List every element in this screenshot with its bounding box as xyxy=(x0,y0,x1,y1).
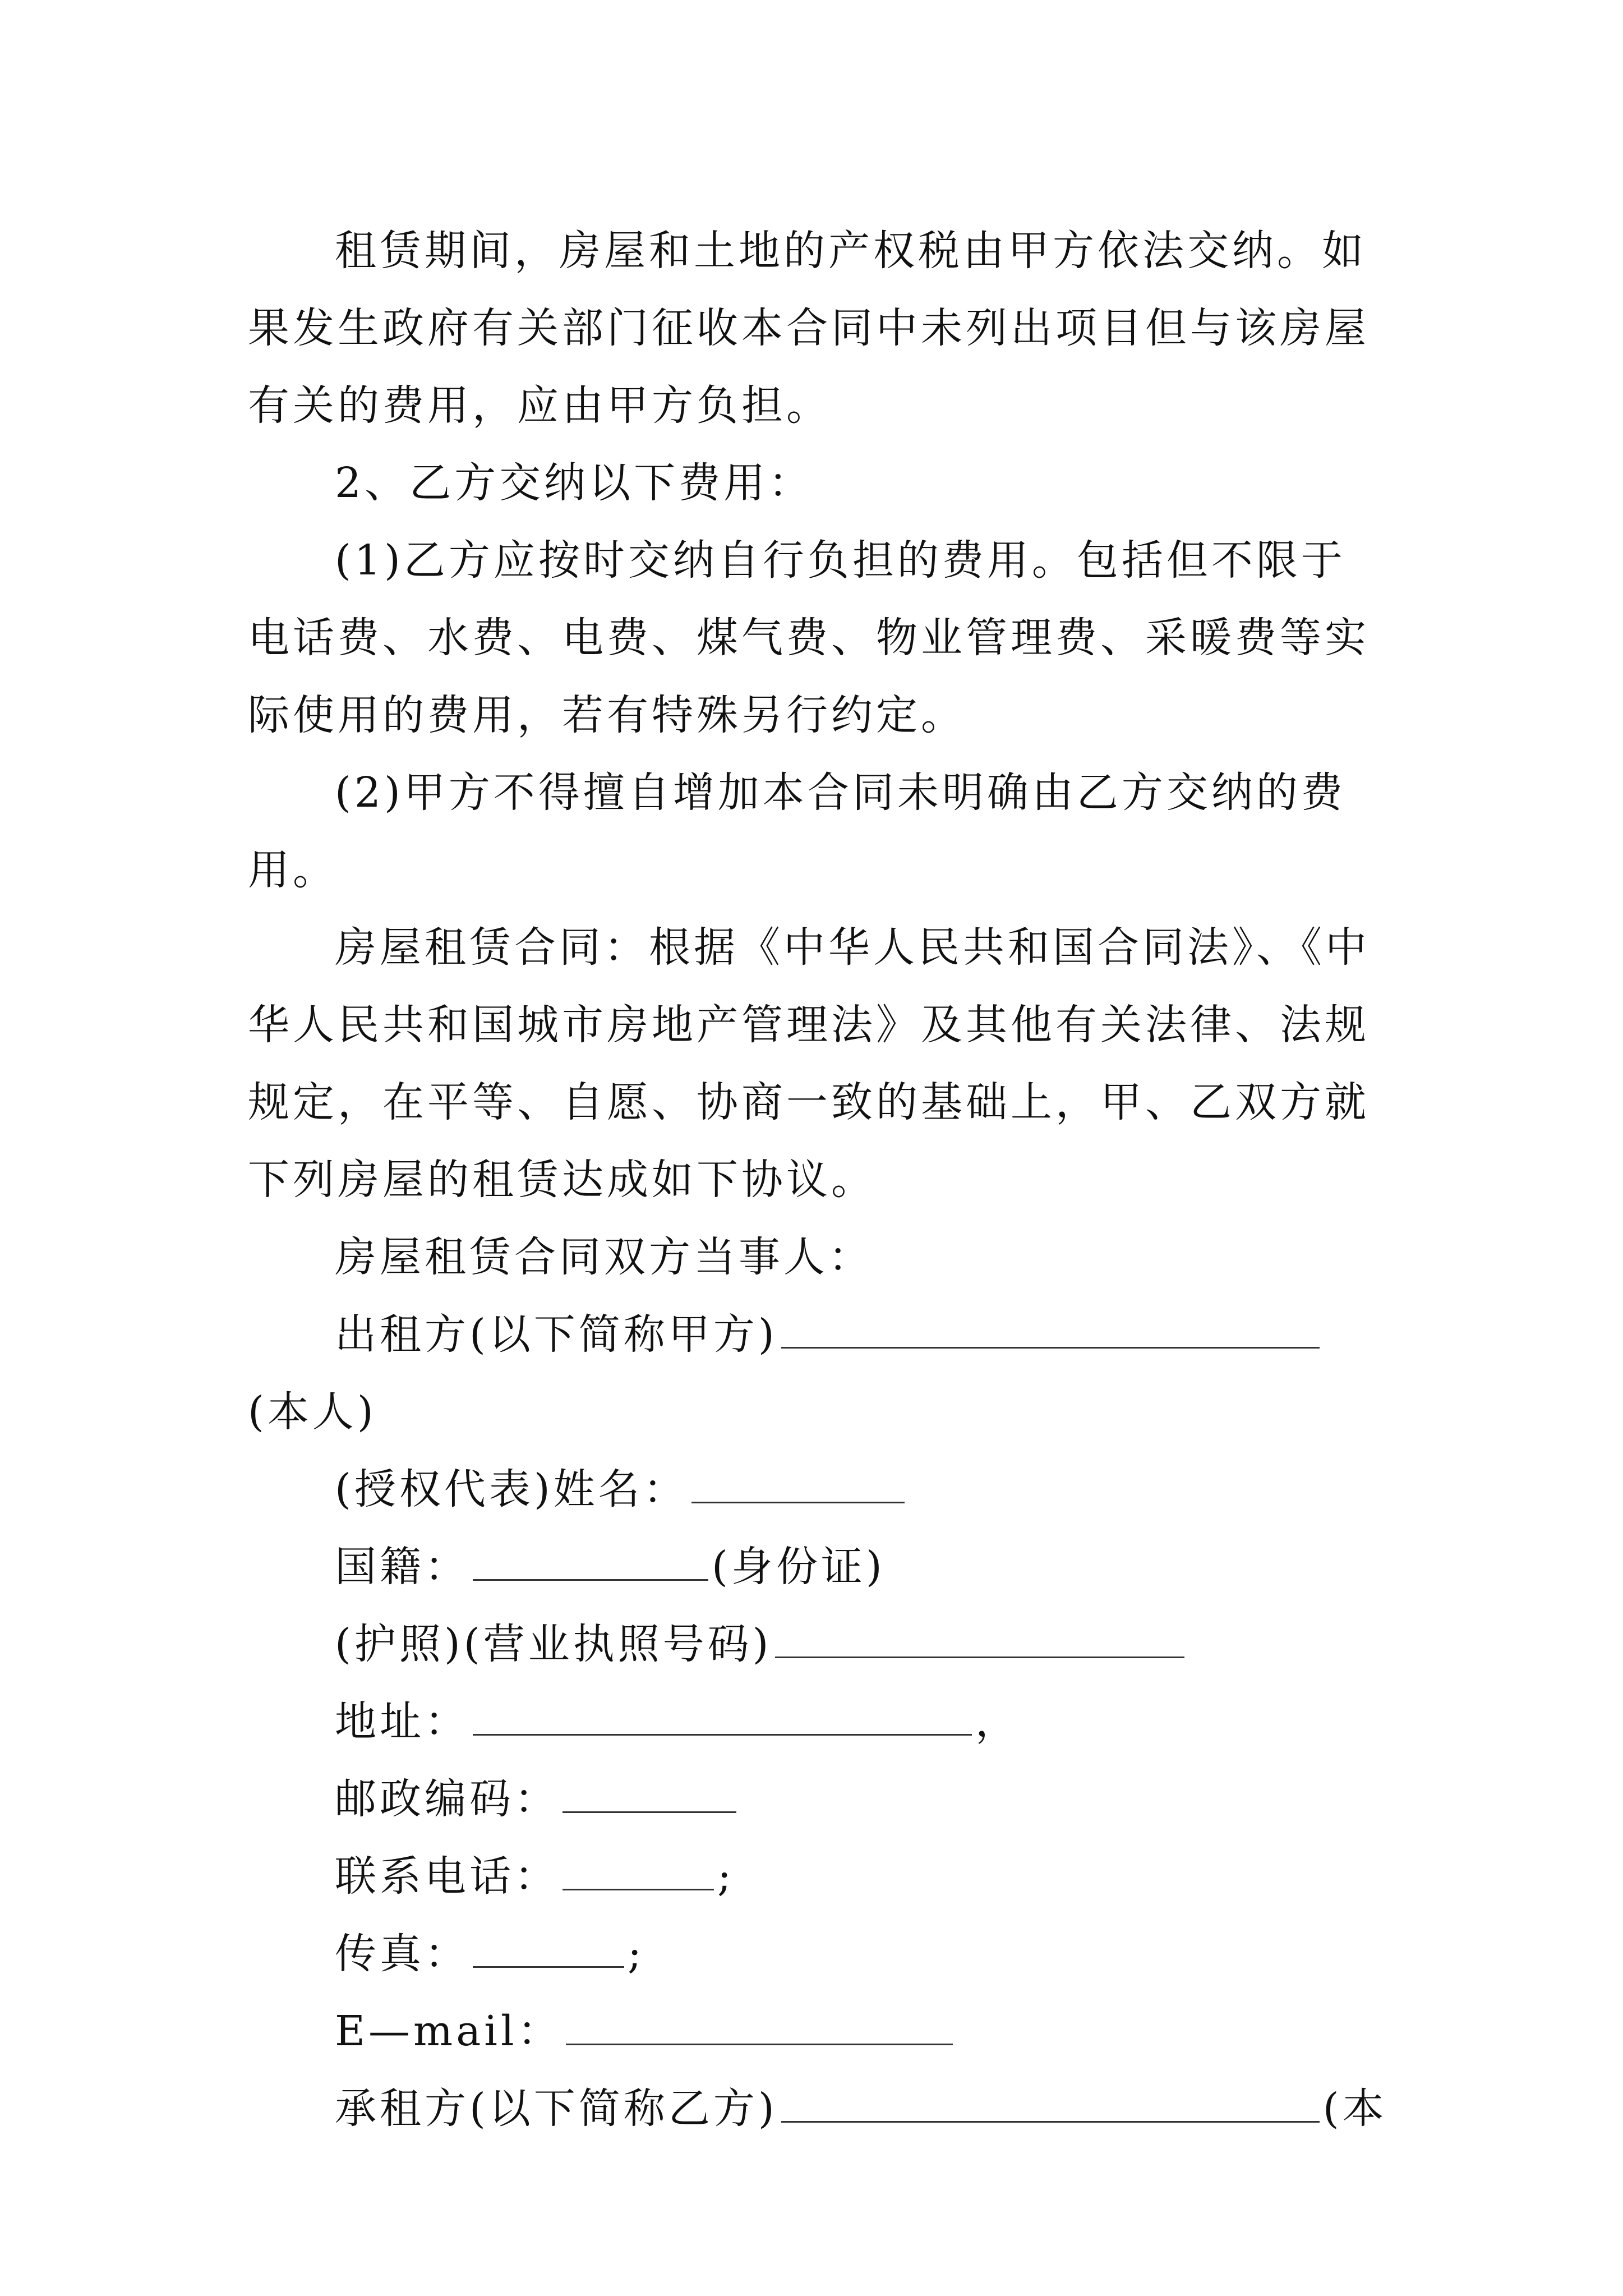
postcode-line xyxy=(248,1760,1386,1838)
fax-line xyxy=(248,1915,1386,1993)
postcode-label: 邮政编码： xyxy=(335,1775,559,1823)
fax-suffix: ; xyxy=(628,1930,645,1978)
phone-suffix: ; xyxy=(717,1852,735,1901)
nationality-blank[interactable] xyxy=(473,1544,708,1581)
email-blank[interactable] xyxy=(566,2009,953,2045)
paragraph-lessee-fees-heading: 2、乙方交纳以下费用： xyxy=(335,459,814,507)
lessee-blank[interactable] xyxy=(781,2086,1320,2123)
address-blank[interactable] xyxy=(473,1699,972,1736)
passport-line xyxy=(248,1605,1386,1683)
paragraph-property-tax: 租赁期间，房屋和土地的产权税由甲方依法交纳。如果发生政府有关部门征收本合同中未列出项目但与该房屋有关的费用，应由甲方负担。 xyxy=(248,227,1370,430)
passport-blank[interactable] xyxy=(775,1622,1184,1658)
lessee-line xyxy=(248,2070,1386,2147)
paragraph-contract-basis: 房屋租赁合同：根据《中华人民共和国合同法》、《中华人民共和国城市房地产管理法》及其他有关法律、法规规定，在平等、自愿、协商一致的基础上，甲、乙双方就下列房屋的租赁达成如下协议。 xyxy=(248,923,1370,1204)
passport-label: (护照)(营业执照号码) xyxy=(335,1620,772,1668)
postcode-blank[interactable] xyxy=(562,1777,736,1813)
fax-label: 传真： xyxy=(335,1930,469,1978)
address-label: 地址： xyxy=(335,1697,469,1746)
email-label: E—mail： xyxy=(335,2007,562,2055)
rep-name-label: (授权代表)姓名： xyxy=(335,1465,688,1513)
phone-label: 联系电话： xyxy=(335,1852,559,1901)
rep-name-line xyxy=(248,1451,1386,1528)
lessee-label: 承租方(以下简称乙方) xyxy=(335,2085,778,2133)
address-suffix: ， xyxy=(975,1697,1020,1746)
lessor-line xyxy=(248,1296,1386,1451)
nationality-line xyxy=(248,1528,1386,1605)
nationality-suffix: (身份证) xyxy=(712,1543,886,1591)
fax-blank[interactable] xyxy=(473,1931,624,1968)
document-body xyxy=(248,212,1386,2147)
paragraph-lessee-fees-item-2: (2)甲方不得擅自增加本合同未明确由乙方交纳的费用。 xyxy=(248,769,1346,894)
rep-name-blank[interactable] xyxy=(691,1467,905,1503)
lessor-suffix: (本人) xyxy=(248,1388,377,1436)
lessee-suffix: (本 xyxy=(1322,2085,1387,2133)
email-line xyxy=(248,1993,1386,2070)
lessor-blank[interactable] xyxy=(781,1312,1320,1349)
paragraph-parties-heading: 房屋租赁合同双方当事人： xyxy=(335,1233,873,1281)
nationality-label: 国籍： xyxy=(335,1543,469,1591)
address-line xyxy=(248,1683,1386,1760)
phone-blank[interactable] xyxy=(562,1854,714,1890)
paragraph-lessee-fees-item-1: (1)乙方应按时交纳自行负担的费用。包括但不限于电话费、水费、电费、煤气费、物业管理费、采暖费等实际使用的费用，若有特殊另行约定。 xyxy=(248,536,1370,739)
phone-line xyxy=(248,1838,1386,1915)
lessor-label: 出租方(以下简称甲方) xyxy=(335,1310,778,1359)
